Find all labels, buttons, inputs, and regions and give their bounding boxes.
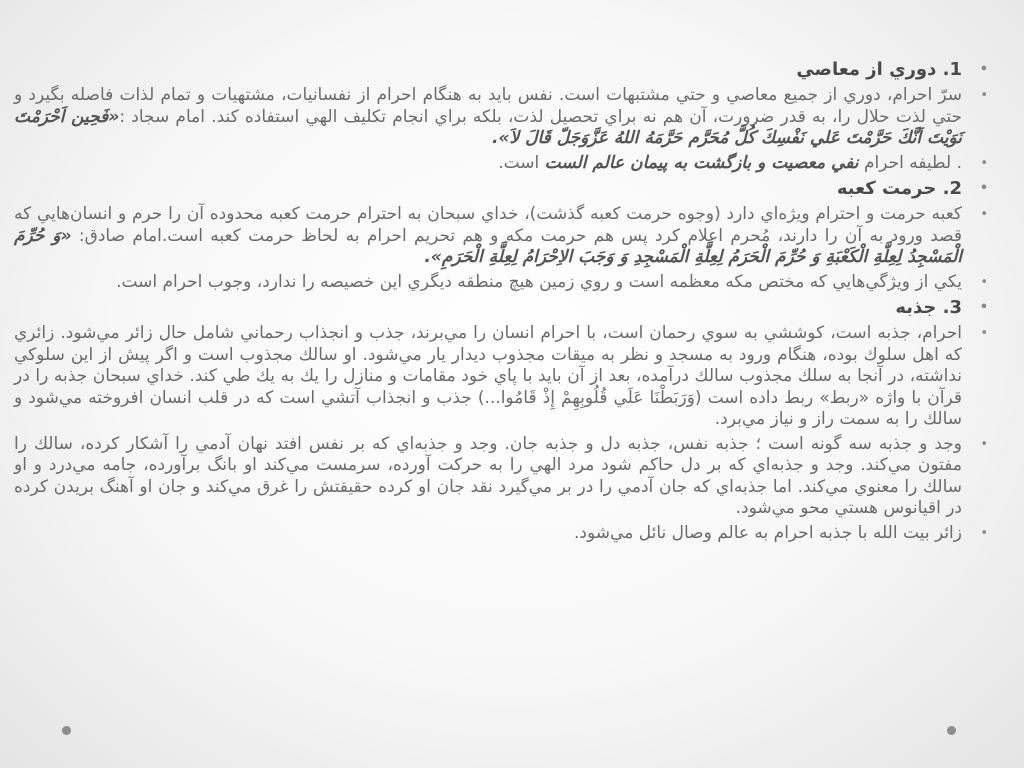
- hadith-quote: «فَحِين اَحْرَمْتَ نَوَيْتَ اَنَّكَ حَرَّمْتَ عَلي نَفْسِكَ كُلَّ مُحَرَّم حَرَّمَهُ اللهُ عَزَّوَجَلّ قَالَ لاَ».: [14, 106, 962, 148]
- paragraph-text: وجد و جذبه سه گونه است ؛ جذبه نفس، جذبه دل و جذبه جان. وجد و جذبه‌اي كه بر نفس افتد نهان آدمي را آشكار كرده، سالك را مفتون مي‌كند. وجد و جذبه‌اي كه بر دل حاكم شود مرد الهي را به حركت آورده، سرمست مي‌كند او بانگ برآورده، جامه مي‌درد و او سالك را معنوي مي‌كند. اما جذبه‌اي كه جان آدمي را در بر مي‌گيرد نقد جان او كرده حقيقتش را غرق مي‌كند و جان او آهنگ بريدن كرده در اقيانوس هستي محو مي‌شود.: [14, 433, 962, 518]
- bullet-paragraph-3: [14, 204, 1010, 269]
- bullet-paragraph-1: [14, 85, 1010, 150]
- paragraph-text: كعبه حرمت و احترام ويژه‌اي دارد (وجوه حرمت كعبه گذشت)، خداي سبحان به احترام حرمت كعبه محدوده آن را حرم و انسان‌هايي كه قصد ورود به آن را دارند، مُحرم اعلام كرد پس هم حرمت مكه و هم تحريم احرام به لحاظ حرمت كعبه است.امام صادق:: [14, 204, 963, 246]
- heading-text: 1. دوري از معاصي: [796, 59, 962, 80]
- heading-text: 3. جذبه: [895, 297, 962, 318]
- bullet-heading-3: [14, 296, 1010, 320]
- bullet-paragraph-2: [14, 153, 1010, 175]
- slide-dot-right: [947, 726, 956, 735]
- paragraph-text: زائر بيت الله با جذبه احرام به عالم وصال نائل مي‌شود.: [574, 522, 962, 543]
- paragraph-text: يكي از ويژگي‌هايي كه مختص مكه معظمه است و روي زمين هيچ منطقه ديگري اين خصيصه را ندارد، وجوب احرام است.: [116, 271, 962, 292]
- paragraph-text: . لطيفه احرام: [863, 152, 962, 173]
- bullet-paragraph-6: [14, 434, 1010, 520]
- bullet-paragraph-7: [14, 523, 1010, 545]
- bullet-heading-2: [14, 177, 1010, 201]
- paragraph-text: احرام، جذبه است، كوششي به سوي رحمان است، با احرام انسان را مي‌برند، جذب و انجذاب رحماني شامل حال زائر مي‌شود. زائري كه اهل سلوك بوده، هنگام ورود به مسجد و نظر به ميقات مجذوب ديدار يار مي‌شود. او سالك مجذوب است و اگر پيش از اين سلوكي نداشته، در آنجا به سلك مجذوب سالك درآمده، بعد از آن بايد با پاي خود مقامات و منازل را يك به يك طي كند. خداي سبحان جذبه را در قرآن با واژه «ربط» ربط داده است (وَرَبَطْنَا عَلَي قُلُوبِهِمْ إِذْ قَامُوا...) جذب و انجذاب آتشي است كه در قلب انسان افروخته مي‌شود و سالك را به سمت راز و نياز مي‌برد.: [14, 323, 962, 429]
- bullet-heading-1: [14, 58, 1010, 82]
- hadith-quote: «وَ حُرِّمَ الْمَسْجِدُ لِعِلَّةِ الْكَعْبَةِ وَ حُرِّمَ الْحَرَمُ لِعِلَّةِ الْمَسْجِدِ وَ وَجَبَ الاِحْرَامُ لِعِلَّةِ الْحَرَمِ».: [14, 225, 962, 267]
- bullet-paragraph-4: [14, 272, 1010, 294]
- slide-content: [14, 58, 1010, 748]
- bullet-paragraph-5: [14, 323, 1010, 431]
- emphasized-text: نفي معصيت و بازگشت به پيمان عالم الست: [544, 152, 859, 173]
- slide-dot-left: [62, 726, 71, 735]
- heading-text: 2. حرمت كعبه: [836, 178, 962, 199]
- paragraph-text: سرّ احرام، دوري از جميع معاصي و حتي مشتبهات است. نفس بايد به هنگام احرام از نفسانيات، مشتهيات و تمام لذات فاصله بگيرد و حتي لذت حلال را، به قدر ضرورت، آن هم نه براي تحصيل لذت، بلكه براي انجام تكليف الهي استفاده كند. امام سجاد :: [14, 85, 962, 127]
- paragraph-text: است.: [498, 152, 540, 173]
